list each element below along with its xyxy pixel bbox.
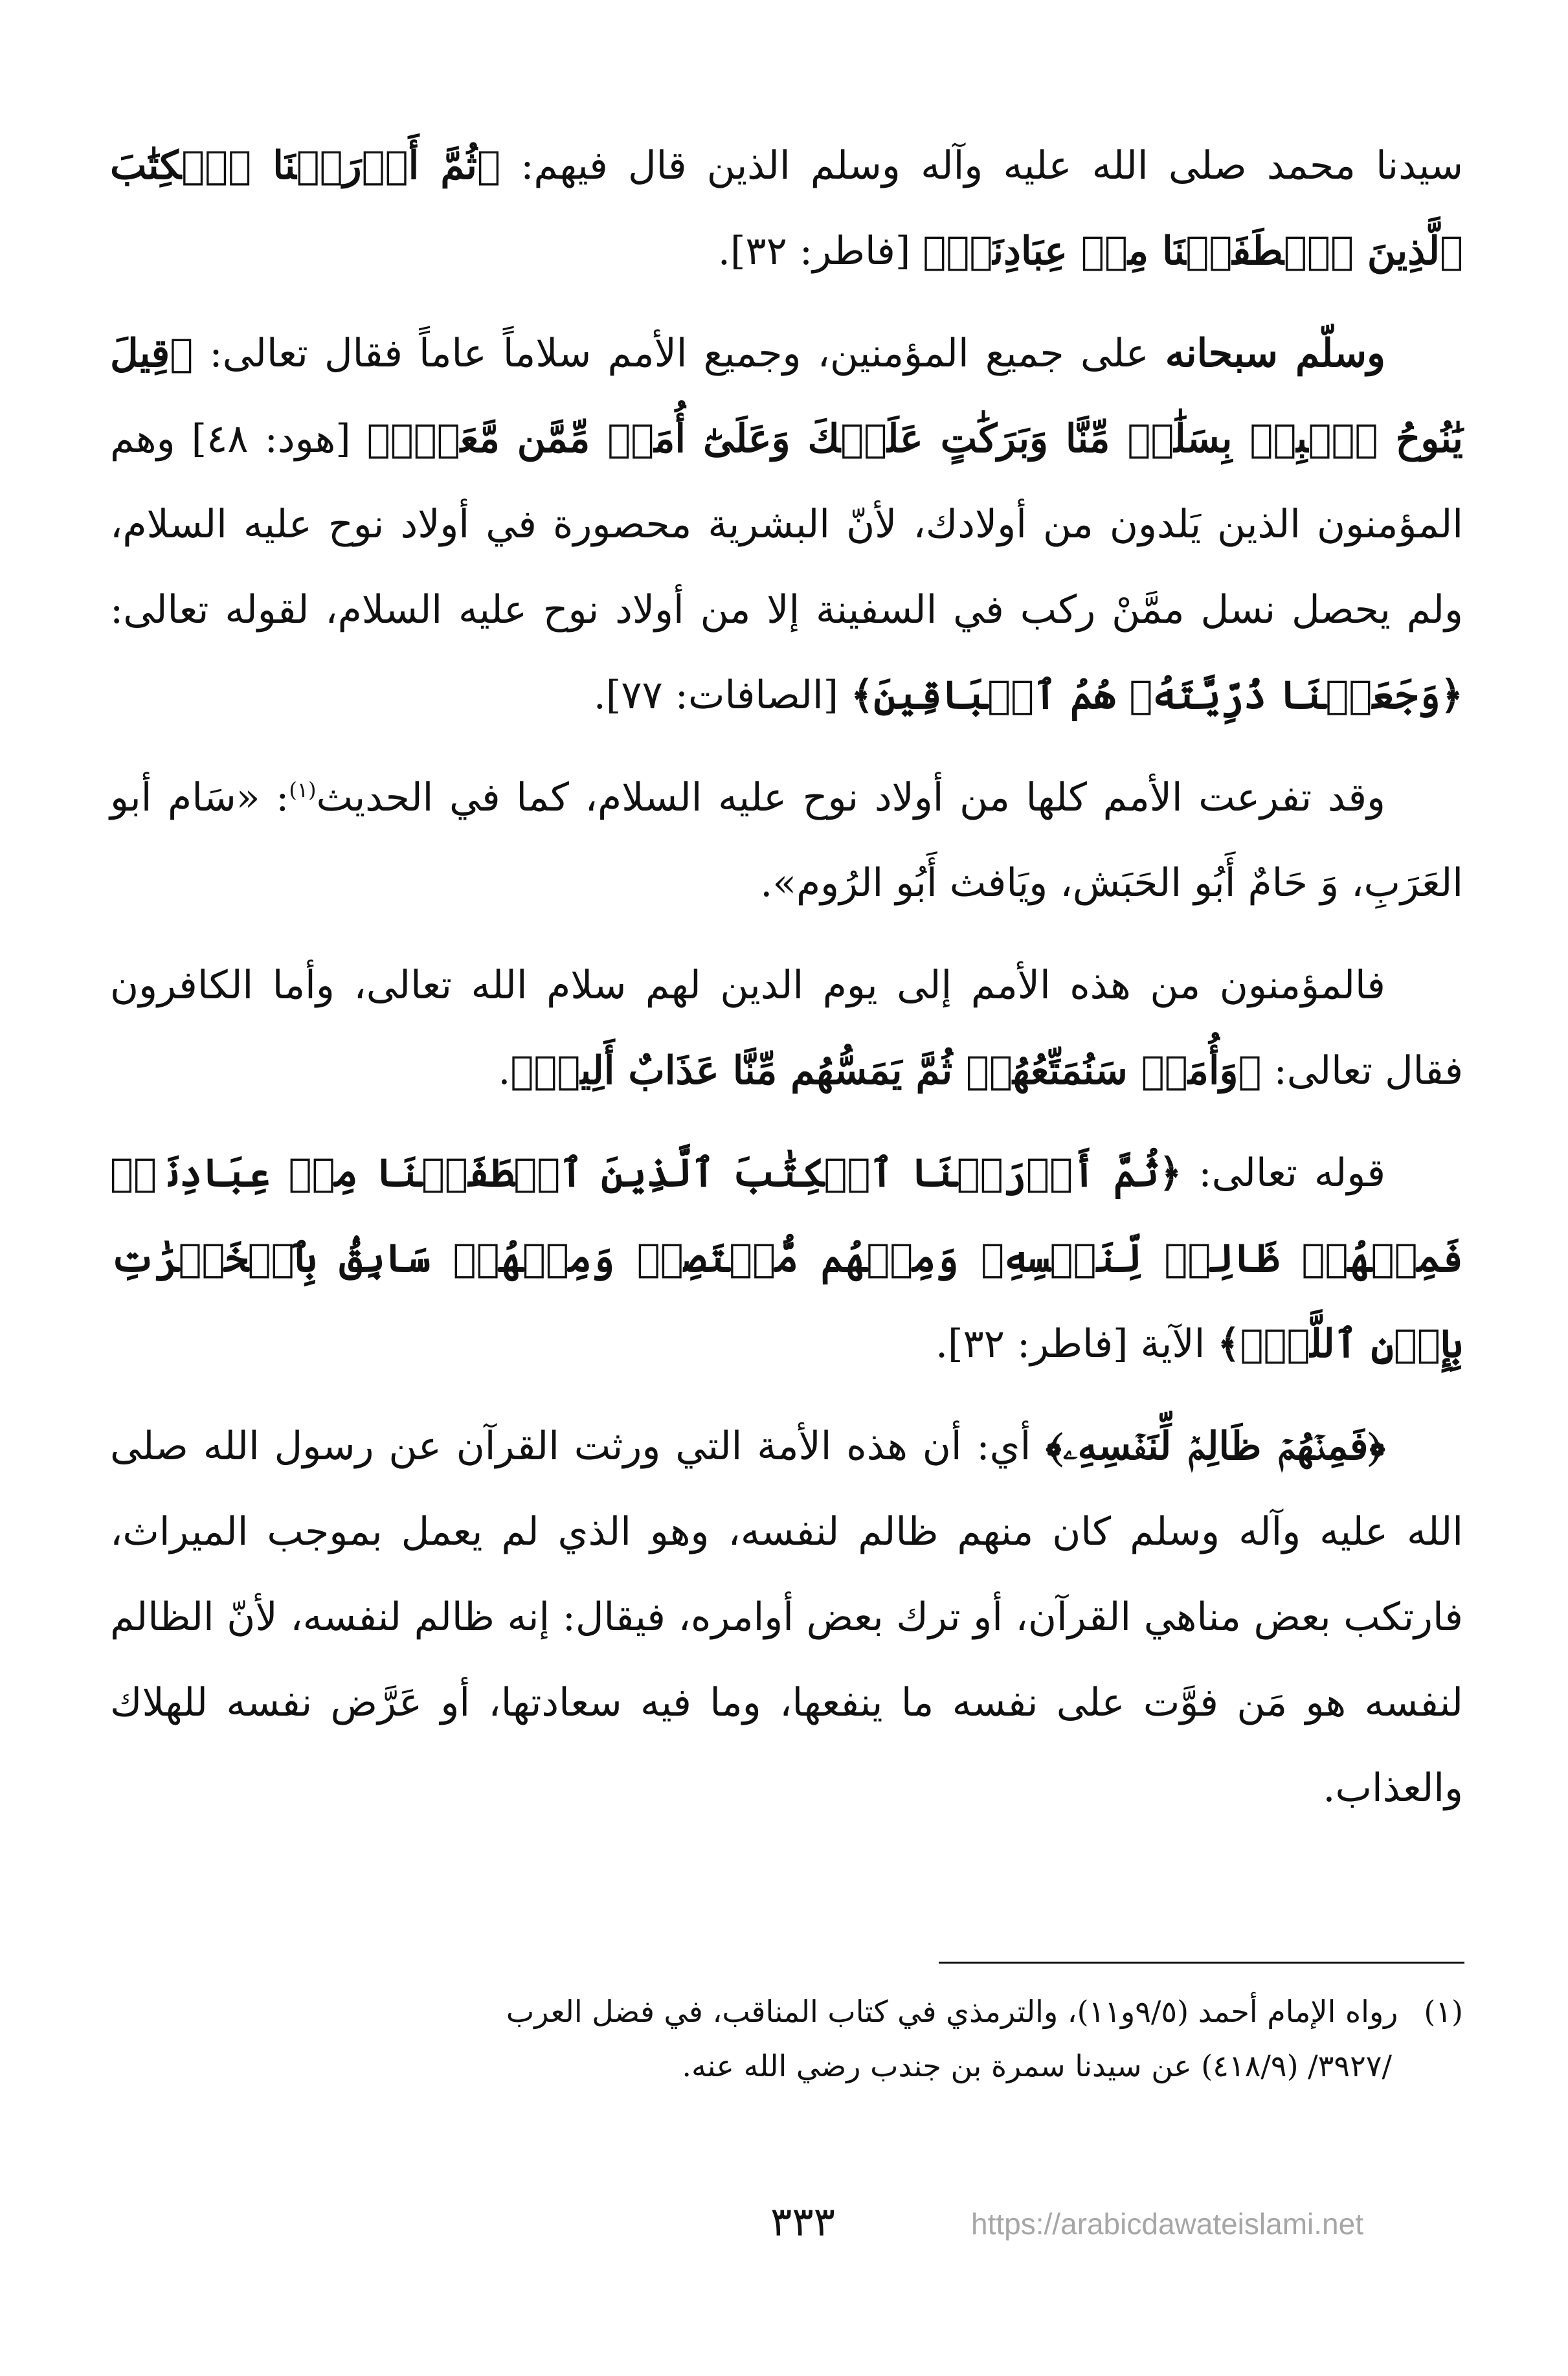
footnote-line-1 <box>110 1984 1463 2039</box>
quran-verse-fatir-32: ﴿ثُمَّ أَوۡرَثۡنَا ٱلۡكِتَٰبَ ٱلَّذِينَ ٱصۡطَفَيۡنَا مِنۡ عِبَادِنَاۖ﴾ <box>110 143 1463 274</box>
paragraph-4-end: . <box>498 1048 511 1093</box>
citation-fatir-32-ayah: الآية [فاطر: ٣٢]. <box>935 1321 1218 1367</box>
hadith-quote: : «سَام أبو العَرَبِ، وَ حَامٌ أَبُو الحَبَش، ويَافث أَبُو الرُوم». <box>110 775 1463 906</box>
paragraph-2-text-continued: [هود: ٤٨] وهم المؤمنون الذين يَلدون من أولادك، لأنّ البشرية محصورة في أولاد نوح عليه السلام، ولم يحصل نسل ممَّنْ ركب في السفينة إلا من أولاد نوح عليه السلام، لقوله تعالى: <box>110 416 1463 633</box>
citation-fatir-32: [فاطر: ٣٢]. <box>717 229 923 274</box>
quran-verse-fatir-32-full: ﴿ثُمَّ أَوۡرَثۡنَا ٱلۡكِتَٰبَ ٱلَّذِينَ ٱصۡطَفَيۡنَا مِنۡ عِبَادِنَاۖ فَمِنۡهُمۡ ظَالِمٞ لِّنَفۡسِهِۦ وَمِنۡهُم مُّقۡتَصِدٞ وَمِنۡهُمۡ سَابِقُۢ بِٱلۡخَيۡرَٰتِ بِإِذۡنِ ٱللَّهِۚ﴾ <box>110 1150 1463 1367</box>
watermark-url: https://arabicdawateislami.net <box>971 2207 1363 2241</box>
quran-verse-hud-48: ﴿قِيلَ يَٰنُوحُ ٱهۡبِطۡ بِسَلَٰمٖ مِّنَّا وَبَرَكَٰتٍ عَلَيۡكَ وَعَلَىٰٓ أُمَمٖ مِّمَّن مَّعَكَۚ﴾ <box>110 331 1464 462</box>
paragraph-6-text: أي: أن هذه الأمة التي ورثت القرآن عن رسول الله صلى الله عليه وآله وسلم كان منهم ظالم لنفسه، وهو الذي لم يعمل بموجب الميراث، فارتكب بعض مناهي القرآن، أو ترك بعض أوامره، فيقال: إنه ظالم لنفسه، لأنّ الظالم لنفسه هو مَن فوَّت على نفسه ما ينفعها، وما فيه سعادتها، أو عَرَّض نفسه للهلاك والعذاب. <box>110 1424 1463 1811</box>
footnote-reference[interactable]: (١) <box>289 778 317 802</box>
paragraph-1 <box>110 123 1463 294</box>
paragraph-5-text: قوله تعالى: <box>1182 1150 1385 1196</box>
paragraph-2-text: على جميع المؤمنين، وجميع الأمم سلاماً عاماً فقال تعالى: <box>193 331 1165 376</box>
citation-saffat-77: [الصافات: ٧٧]. <box>593 673 851 718</box>
quran-verse-hud-48-end: ﴿وَأُمَمٞ سَنُمَتِّعُهُمۡ ثُمَّ يَمَسُّهُم مِّنَّا عَذَابٌ أَلِيمٞ﴾ <box>510 1048 1262 1093</box>
page-number: ٣٣٣ <box>770 2198 835 2245</box>
paragraph-2 <box>110 311 1463 738</box>
paragraph-4 <box>110 943 1463 1114</box>
quran-verse-fatir-32-excerpt: ﴿فَمِنۡهُمۡ ظَالِمٞ لِّنَفۡسِهِۦ﴾ <box>1046 1424 1385 1469</box>
paragraph-3-text: وقد تفرعت الأمم كلها من أولاد نوح عليه السلام، كما في الحديث <box>316 775 1385 820</box>
paragraph-2-lead: وسلّم سبحانه <box>1165 331 1385 376</box>
footnote-number: (١) <box>1424 1994 1463 2029</box>
footnote-line-2: /٣٩٢٧/ (٤١٨/٩) عن سيدنا سمرة بن جندب رضي الله عنه. <box>682 2048 1392 2083</box>
footnote-divider <box>939 1962 1464 1964</box>
paragraph-5 <box>110 1130 1463 1387</box>
footnote-text-1: رواه الإمام أحمد (٩/٥و١١)، والترمذي في كتاب المناقب، في فضل العرب <box>506 1994 1398 2029</box>
footnote <box>110 1984 1463 2093</box>
paragraph-4-text: فالمؤمنون من هذه الأمم إلى يوم الدين لهم سلام الله تعالى، وأما الكافرون فقال تعالى: <box>110 963 1463 1093</box>
paragraph-3 <box>110 755 1463 926</box>
paragraph-1-text: سيدنا محمد صلى الله عليه وآله وسلم الذين قال فيهم: <box>500 143 1463 188</box>
quran-verse-saffat-77: ﴿وَجَعَلۡنَا ذُرِّيَّتَهُۥ هُمُ ٱلۡبَاقِينَ﴾ <box>851 673 1463 718</box>
paragraph-6 <box>110 1404 1463 1831</box>
page-body <box>110 123 1463 1848</box>
